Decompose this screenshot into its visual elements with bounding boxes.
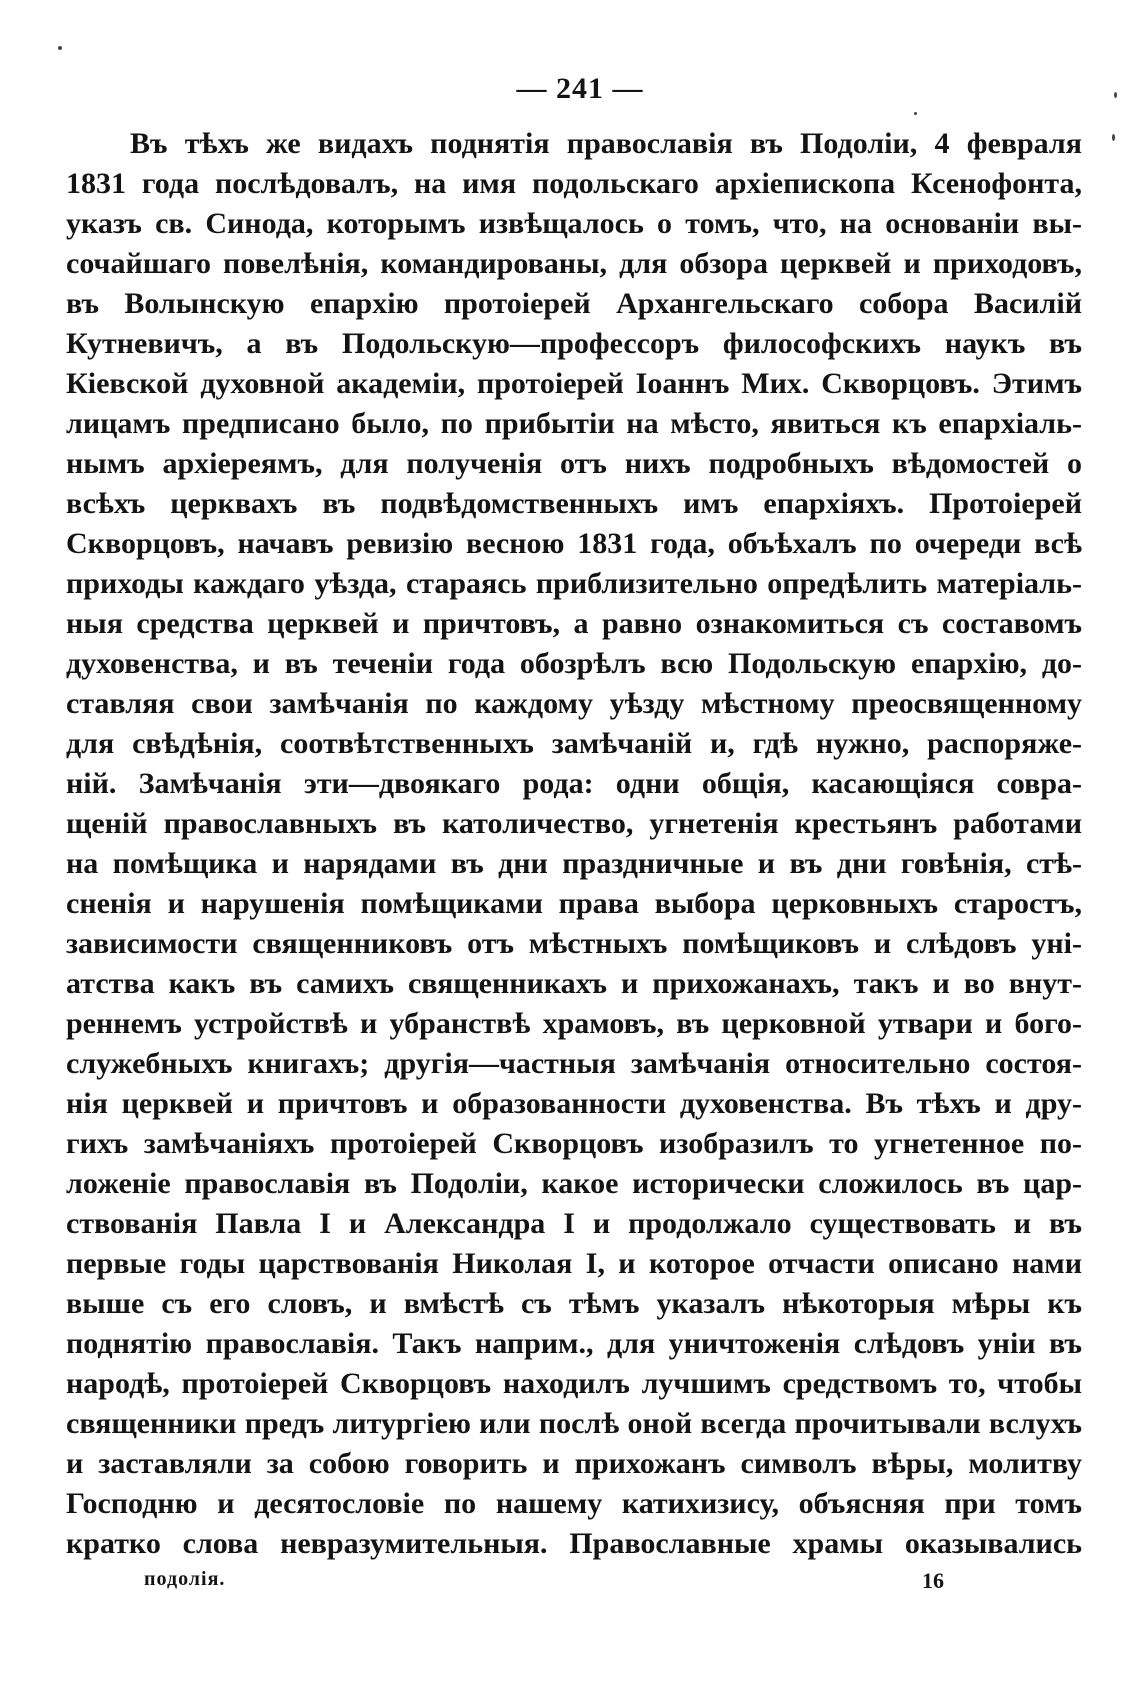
text-line: сненія и нарушенія помѣщиками права выбора церковныхъ старостъ, xyxy=(66,887,1082,920)
text-line: приходы каждаго уѣзда, стараясь приблизительно опредѣлить матеріаль- xyxy=(66,567,1082,600)
text-line: для свѣдѣнія, соотвѣтственныхъ замѣчаній и, гдѣ нужно, распоряже- xyxy=(66,727,1082,760)
text-line: ложеніе православія въ Подоліи, какое исторически сложилось въ цар- xyxy=(66,1167,1082,1200)
signature-number: 16 xyxy=(922,1568,944,1593)
text-line: поднятію православія. Такъ наприм., для уничтоженія слѣдовъ уніи въ xyxy=(66,1327,1082,1360)
speck xyxy=(58,46,62,50)
text-line: народѣ, протоіерей Скворцовъ находилъ лучшимъ средствомъ то, чтобы xyxy=(66,1367,1082,1400)
text-line: ныя средства церквей и причтовъ, а равно ознакомиться съ составомъ xyxy=(66,607,1082,640)
speck xyxy=(914,112,917,115)
text-line: зависимости священниковъ отъ мѣстныхъ помѣщиковъ и слѣдовъ уні- xyxy=(66,927,1082,960)
body-text xyxy=(66,124,1082,1564)
text-line: лицамъ предписано было, по прибытіи на мѣсто, явиться къ епархіаль- xyxy=(66,407,1082,440)
text-line: сочайшаго повелѣнія, командированы, для обзора церквей и приходовъ, xyxy=(66,247,1082,280)
text-line: Кіевской духовной академіи, протоіерей Іоаннъ Мих. Скворцовъ. Этимъ xyxy=(66,367,1082,400)
signature-title: подолія. xyxy=(144,1568,226,1590)
speck xyxy=(1114,92,1117,98)
text-line: въ Волынскую епархію протоіерей Архангельскаго собора Василій xyxy=(66,287,1082,320)
text-line: Кутневичъ, а въ Подольскую—профессоръ философскихъ наукъ въ xyxy=(66,327,1082,360)
text-line: выше съ его словъ, и вмѣстѣ съ тѣмъ указалъ нѣкоторыя мѣры къ xyxy=(66,1287,1082,1320)
text-line: реннемъ устройствѣ и убранствѣ храмовъ, въ церковной утвари и бого- xyxy=(66,1007,1082,1040)
text-line: гихъ замѣчаніяхъ протоіерей Скворцовъ изобразилъ то угнетенное по- xyxy=(66,1127,1082,1160)
text-line: Господню и десятословіе по нашему катихизису, объясняя при томъ xyxy=(66,1487,1082,1520)
page-number: — 241 — xyxy=(516,72,644,105)
text-line: Въ тѣхъ же видахъ поднятія православія въ Подоліи, 4 февраля xyxy=(130,127,1082,160)
text-line: и заставляли за собою говорить и прихожанъ символъ вѣры, молитву xyxy=(66,1447,1082,1480)
text-line: 1831 года послѣдовалъ, на имя подольскаго архіепископа Ксенофонта, xyxy=(66,167,1082,200)
text-line: Скворцовъ, начавъ ревизію весною 1831 года, объѣхалъ по очереди всѣ xyxy=(66,527,1082,560)
text-line: ній. Замѣчанія эти—двоякаго рода: одни общія, касающіяся совра- xyxy=(66,767,1082,800)
text-line: ствованія Павла I и Александра I и продолжало существовать и въ xyxy=(66,1207,1082,1240)
text-line: духовенства, и въ теченіи года обозрѣлъ всю Подольскую епархію, до- xyxy=(66,647,1082,680)
text-line: на помѣщика и нарядами въ дни праздничные и въ дни говѣнія, стѣ- xyxy=(66,847,1082,880)
text-line: щеній православныхъ въ католичество, угнетенія крестьянъ работами xyxy=(66,807,1082,840)
text-line: нія церквей и причтовъ и образованности духовенства. Въ тѣхъ и дру- xyxy=(66,1087,1082,1120)
text-line: атства какъ въ самихъ священникахъ и прихожанахъ, такъ и во внут- xyxy=(66,967,1082,1000)
text-line: служебныхъ книгахъ; другія—частныя замѣчанія относительно состоя- xyxy=(66,1047,1082,1080)
text-line: ставляя свои замѣчанія по каждому уѣзду мѣстному преосвященному xyxy=(66,687,1082,720)
speck xyxy=(1112,134,1115,141)
text-line: первые годы царствованія Николая I, и которое отчасти описано нами xyxy=(66,1247,1082,1280)
text-line: всѣхъ церквахъ въ подвѣдомственныхъ имъ епархіяхъ. Протоіерей xyxy=(66,487,1082,520)
text-line: священники предъ литургіею или послѣ оной всегда прочитывали вслухъ xyxy=(66,1407,1082,1440)
text-line: кратко слова невразумительныя. Православные храмы оказывались xyxy=(66,1527,1082,1560)
text-line: нымъ архіереямъ, для полученія отъ нихъ подробныхъ вѣдомостей о xyxy=(66,447,1082,480)
text-line: указъ св. Синода, которымъ извѣщалось о томъ, что, на основаніи вы- xyxy=(66,207,1082,240)
page-footer xyxy=(0,1568,1140,1598)
